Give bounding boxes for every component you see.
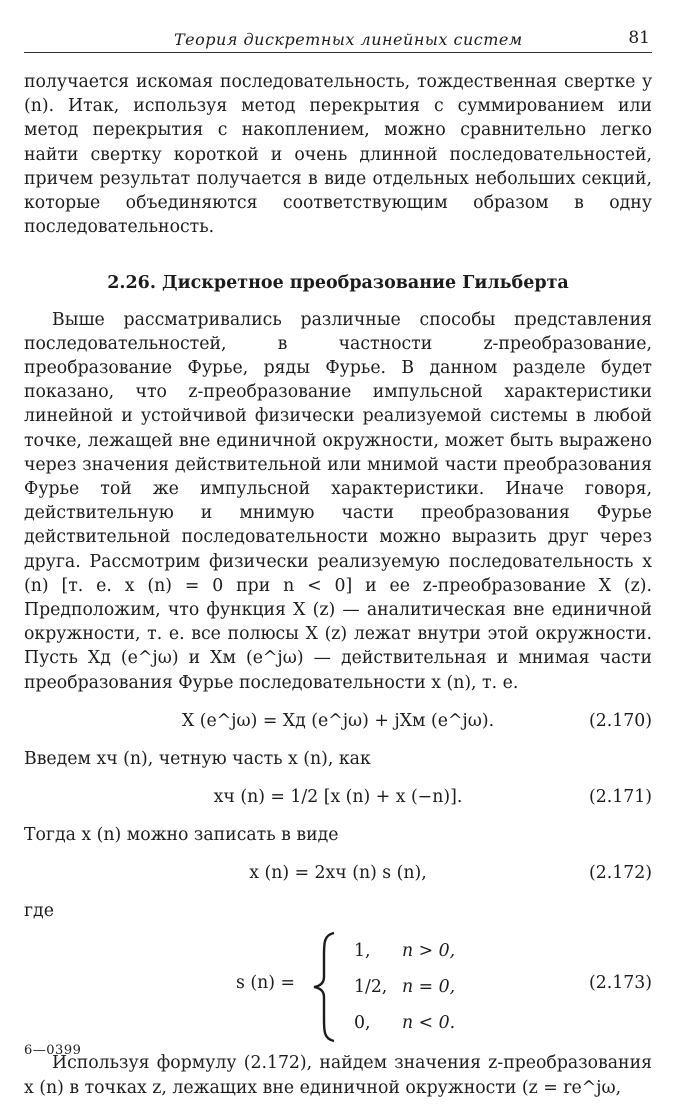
equation-number: (2.173) [589,973,652,994]
paragraph-intro: Выше рассматривались различные способы представления последовательностей, в частности z-преобразование, преобразование Фурье, ряды Фурье. В данном разделе будет показано, что z-преобразование импульсной характеристики линейной и устойчивой физически реализуемой системы в любой точке, лежащей вне единичной окружности, может быть выражено через значения действительной или мнимой части преобразования Фурье той же импульсной характеристики. Иначе говоря, действительную и мнимую части преобразования Фурье действительной последовательности можно выразить друг через друга. Рассмотрим физически реализуемую последовательность x (n) [т. е. x (n) = 0 при n < 0] и ее z-преобразование X (z). Предположим, что функция X (z) — аналитическая вне единичной окружности, т. е. все полюсы X (z) лежат внутри этой окружности. Пусть Xд (e^jω) и Xм (e^jω) — действительная и мнимая части преобразования Фурье последовательности x (n), т. е. [24,309,652,693]
case-value: 0, [354,1013,371,1034]
equation-number: (2.171) [589,787,652,808]
running-header [24,24,652,53]
case-condition: n < 0. [402,1013,456,1034]
equation-2-170 [24,701,652,741]
section-title: 2.26. Дискретное преобразование Гильберта [107,273,569,294]
equation-formula: xч (n) = 1/2 [x (n) + x (−n)]. [213,787,463,808]
page-body [24,70,652,1100]
case-condition: n = 0, [402,977,456,998]
equation-number: (2.170) [589,710,652,731]
equation-2-171 [24,777,652,817]
equation-2-173 [24,931,652,1043]
equation-lhs: s (n) = [236,973,295,994]
left-brace-icon [310,931,340,1043]
page-number: 81 [628,28,650,48]
paragraph-continuation: получается искомая последовательность, тождественная свертке y (n). Итак, используя метод перекрытия с суммированием или метод перекрытия с накоплением, можно сравнительно легко найти свертку короткой и очень длинной последовательностей, причем результат получается в виде отдельных небольших секций, которые объединяются соответствующим образом в одну последовательность. [24,72,652,238]
printer-signature: 6—0399 [24,1043,82,1058]
paragraph-using-formula: Используя формулу (2.172), найдем значения z-преобразования x (n) в точках z, лежащих вне единичной окружности (z = re^jω, [24,1053,652,1098]
paragraph-even-part: Введем xч (n), четную часть x (n), как [24,748,371,769]
running-title: Теория дискретных линейных систем [174,30,523,49]
equation-number: (2.172) [589,863,652,884]
case-value: 1/2, [354,977,388,998]
paragraph-where: где [24,901,54,922]
equation-2-172 [24,853,652,893]
paragraph-then: Тогда x (n) можно записать в виде [24,825,339,846]
equation-formula: X (e^jω) = Xд (e^jω) + jXм (e^jω). [181,710,495,731]
case-value: 1, [354,941,371,962]
equation-formula: x (n) = 2xч (n) s (n), [249,863,427,884]
case-condition: n > 0, [402,941,456,962]
